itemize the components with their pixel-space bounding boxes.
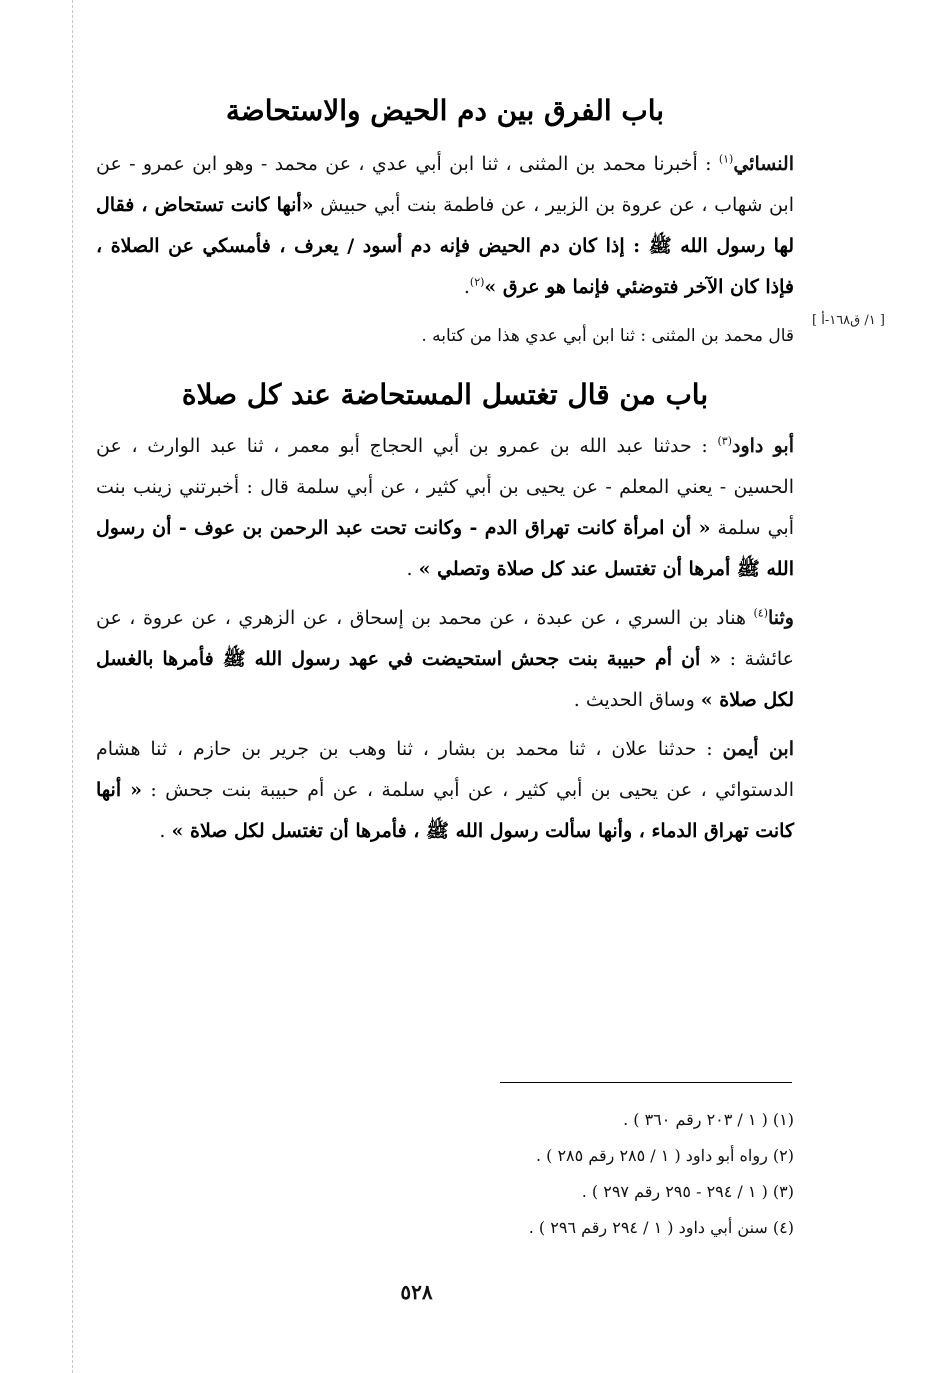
narrator-lead: ابن أيمن: [722, 738, 794, 760]
isnad-chain: : حدثنا عبد الله بن عمرو بن أبي الحجاج أبو معمر ، ثنا عبد الوارث ، عن الحسين - يعني المعلم - عن يحيى بن أبي كثير ، عن أبي سلمة قال : أخبرتني زينب بنت أبي سلمة: [96, 435, 794, 539]
isnad-chain: : أخبرنا محمد بن المثنى ، ثنا ابن أبي عدي ، عن محمد - وهو ابن عمرو - عن ابن شهاب ، عن عروة بن الزبير ، عن فاطمة بنت أبي حبيش: [96, 153, 794, 216]
isnad-chain: : حدثنا علان ، ثنا محمد بن بشار ، ثنا وهب بن جرير بن حازم ، ثنا هشام الدستوائي ، عن يحيى بن أبي كثير ، عن أبي سلمة ، عن أم حبيبة بنت جحش :: [96, 738, 795, 801]
footnote-4: (٤) سنن أبي داود ( ١ / ٢٩٤ رقم ٢٩٦ ) .: [528, 1218, 794, 1237]
paragraph-end: .: [463, 276, 470, 298]
narrator-lead: أبو داود: [732, 435, 794, 457]
footnote-ref-4[interactable]: (٤): [753, 606, 768, 620]
hadith-matn: «أنها كانت تستحاض ، فقال لها رسول الله ﷺ : إذا كان دم الحيض فإنه دم أسود / يعرف ، فأمسكي عن الصلاة ، فإذا كان الآخر فتوضئي فإنما هو عرق »: [96, 194, 794, 298]
page-number: ٥٢٨: [400, 1280, 433, 1304]
footnote-ref-3[interactable]: (٣): [717, 434, 732, 448]
hadith-matn: « أن أم حبيبة بنت جحش استحيضت في عهد رسول الله ﷺ فأمرها بالغسل لكل صلاة »: [96, 648, 794, 711]
footnote-1: (١) ( ١ / ٢٠٣ رقم ٣٦٠ ) .: [623, 1110, 794, 1129]
narrator-remark: قال محمد بن المثنى : ثنا ابن أبي عدي هذا من كتابه .: [421, 326, 794, 346]
hadith-matn: « أنها كانت تهراق الدماء ، وأنها سألت رسول الله ﷺ ، فأمرها أن تغتسل لكل صلاة »: [96, 779, 794, 842]
footnote-separator: [500, 1082, 792, 1083]
scan-fold-line: [72, 0, 73, 1373]
hadith-paragraph-ibn-ayman: [96, 729, 794, 852]
chapter-heading-2: باب من قال تغتسل المستحاضة عند كل صلاة: [181, 378, 709, 411]
footnote-2: (٢) رواه أبو داود ( ١ / ٢٨٥ رقم ٢٨٥ ) .: [535, 1146, 794, 1165]
chapter-heading-1: باب الفرق بين دم الحيض والاستحاضة: [225, 94, 665, 127]
hadith-paragraph-nasai: [96, 144, 794, 308]
footnote-ref-1[interactable]: (١): [718, 152, 734, 166]
narrator-lead: وثنا: [768, 607, 794, 629]
hadith-paragraph-abu-dawud: [96, 426, 794, 590]
paragraph-end: .: [159, 820, 172, 842]
main-text-column: [96, 88, 794, 860]
manuscript-folio-ref: [ ١/ ق١٦٨-أ ]: [812, 313, 885, 328]
hadith-matn: « أن امرأة كانت تهراق الدم - وكانت تحت عبد الرحمن بن عوف - أن رسول الله ﷺ أمرها أن تغتسل عند كل صلاة وتصلي »: [96, 517, 794, 580]
footnote-3: (٣) ( ١ / ٢٩٤ - ٢٩٥ رقم ٢٩٧ ) .: [581, 1182, 794, 1201]
hadith-paragraph-hannad: [96, 598, 794, 721]
isnad-chain: هناد بن السري ، عن عبدة ، عن محمد بن إسحاق ، عن الزهري ، عن عروة ، عن عائشة :: [96, 607, 794, 670]
footnotes-block: [300, 1102, 794, 1246]
footnote-ref-2[interactable]: (٢): [469, 275, 485, 289]
narrator-lead: النسائي: [733, 153, 794, 175]
paragraph-end: وساق الحديث .: [573, 689, 701, 711]
paragraph-end: .: [406, 558, 419, 580]
